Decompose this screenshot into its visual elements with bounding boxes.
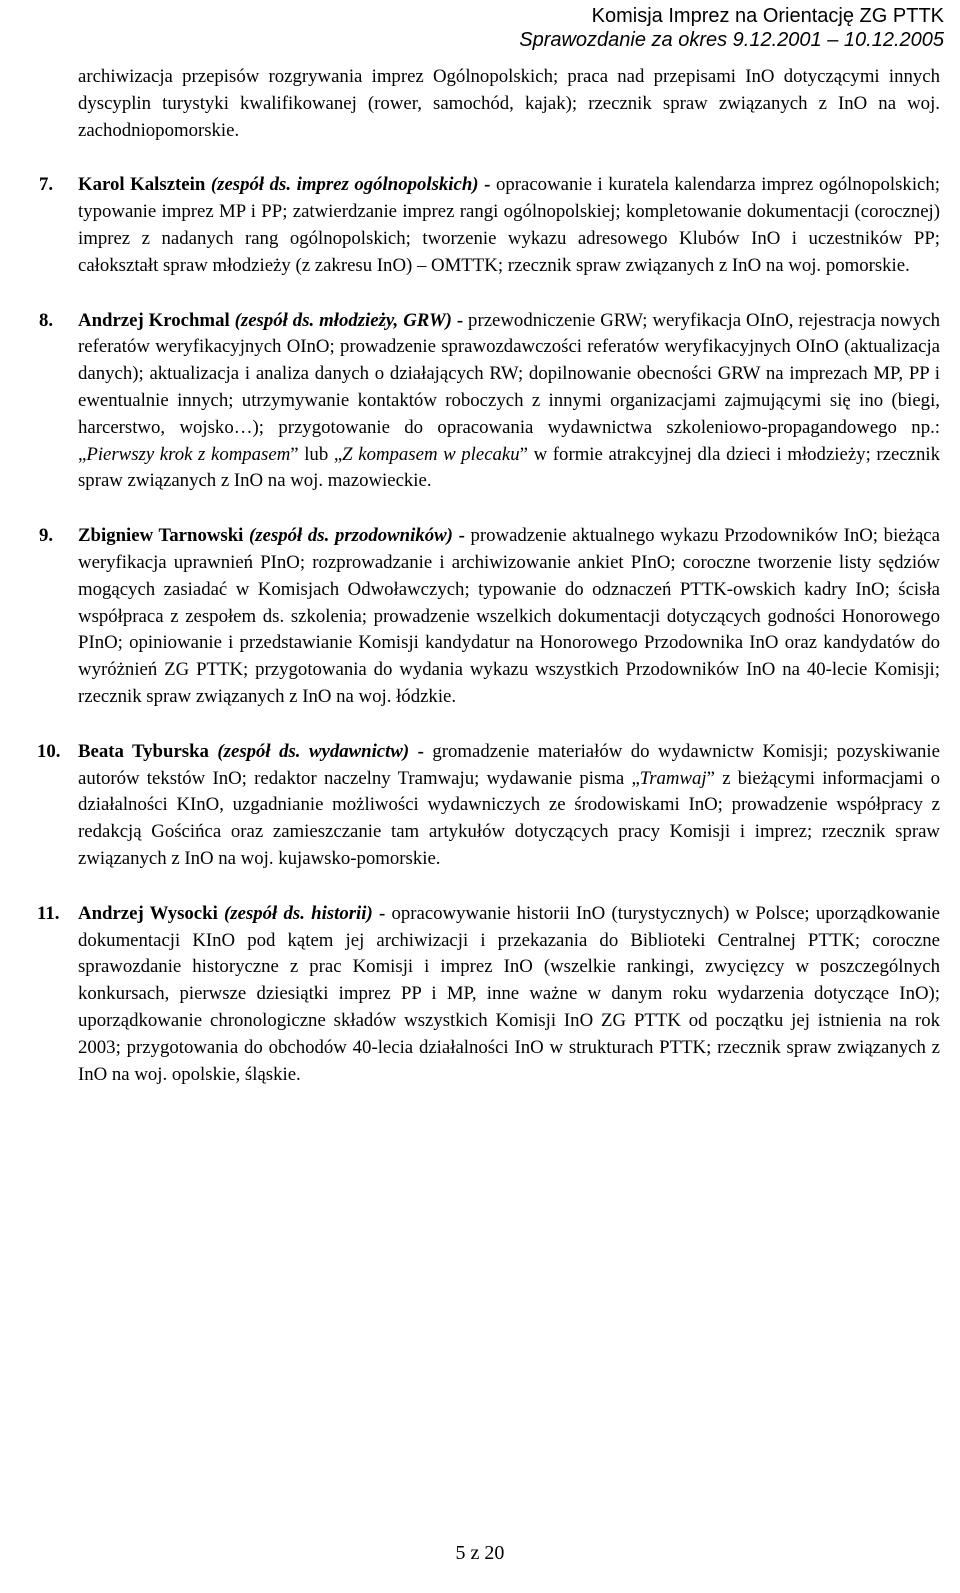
entry-person-name: Beata Tyburska	[78, 740, 209, 762]
entry-team: (zespół ds. historii)	[224, 902, 373, 924]
document-title: Komisja Imprez na Orientację ZG PTTK	[591, 5, 944, 27]
entry-body: opracowywanie historii InO (turystycznych) w Polsce; uporządkowanie dokumentacji KInO pod kątem jej archiwizacji i przekazania do Biblioteki Centralnej PTTK; coroczne sprawozdanie historyczne z prac Komisji i imprez InO (wszelkie rankingi, zwycięzcy w poszczególnych konkursach, pierwsze dziesiątki imprez PP i MP, inne ważne w danym roku wydarzenia dotyczące InO); uporządkowanie chronologiczne składów wszystkich Komisji InO ZG PTTK od początku jej istnienia na rok 2003; przygotowania do obchodów 40-lecia działalności InO w strukturach PTTK; rzecznik spraw związanych z InO na woj. opolskie, śląskie.	[78, 902, 940, 1085]
entry-dash: -	[451, 309, 469, 331]
entry-person-name: Zbigniew Tarnowski	[78, 525, 244, 547]
publication-title: Pierwszy krok z kompasem	[86, 443, 291, 465]
entry-body: ” w formie atrakcyjnej dla dzieci i młodzieży; rzecznik spraw związanych z InO na woj. mazowieckie.	[78, 443, 940, 492]
entry-dash: -	[372, 902, 392, 924]
entry-body: ” z bieżącymi informacjami o działalności KInO, uzgadnianie możliwości wydawniczych ze środowiskami InO; prowadzenie współpracy z redakcją Gościńca oraz zamieszczanie tam artykułów dotyczących pracy Komisji i imprez; rzecznik spraw związanych z InO na woj. kujawsko-pomorskie.	[78, 767, 940, 869]
entry-9	[39, 523, 940, 711]
entry-10	[37, 739, 940, 873]
document-body	[37, 64, 940, 1116]
publication-title: Tramwaj	[639, 767, 707, 789]
entry-number: 9.	[39, 525, 54, 547]
page-number: 5 z 20	[455, 1542, 505, 1564]
entry-number: 8.	[39, 309, 54, 331]
entry-team: (zespół ds. przodowników)	[249, 525, 453, 547]
document-subtitle: Sprawozdanie za okres 9.12.2001 – 10.12.2005	[519, 29, 944, 51]
entry-dash: -	[478, 174, 496, 196]
entry-body: gromadzenie materiałów do wydawnictw Komisji; pozyskiwanie autorów tekstów InO; redaktor naczelny Tramwaju; wydawanie pisma „	[78, 740, 940, 789]
entry-body: przewodniczenie GRW; weryfikacja OInO, rejestracja nowych referatów weryfikacyjnych OInO; prowadzenie sprawozdawczości referatów weryfikacyjnych OInO (aktualizacja danych); aktualizacja i analiza danych o działających RW; dopilnowanie obecności GRW na imprezach MP, PP i ewentualnie innych; utrzymywanie kontaktów roboczych z innymi organizacjami zajmującymi się ino (biegi, harcerstwo, wojsko…); przygotowanie do opracowania wydawnictwa szkoleniowo-propagandowego np.: „	[78, 309, 940, 465]
entry-dash: -	[409, 740, 433, 762]
intro-paragraph: archiwizacja przepisów rozgrywania imprez Ogólnopolskich; praca nad przepisami InO dotyczącymi innych dyscyplin turystyki kwalifikowanej (rower, samochód, kajak); rzecznik spraw związanych z InO na woj. zachodniopomorskie.	[78, 66, 940, 141]
entry-body: opracowanie i kuratela kalendarza imprez ogólnopolskich; typowanie imprez MP i PP; zatwierdzanie imprez rangi ogólnopolskiej; kompletowanie dokumentacji (corocznej) imprez z nadanych rang ogólnopolskich; tworzenie wykazu adresowego Klubów InO i uczestników PP; całokształt spraw młodzieży (z zakresu InO) – OMTTK; rzecznik spraw związanych z InO na woj. pomorskie.	[78, 174, 940, 276]
entry-team: (zespół ds. młodzieży, GRW)	[234, 309, 452, 331]
entry-person-name: Karol Kalsztein	[78, 174, 206, 196]
entry-body: prowadzenie aktualnego wykazu Przodowników InO; bieżąca weryfikacja uprawnień PInO; rozprowadzanie i archiwizowanie ankiet PInO; coroczne tworzenie listy sędziów mogących zasiadać w Komisjach Odwoławczych; typowanie do odznaczeń PTTK-owskich kadry InO; ścisła współpraca z zespołem ds. szkolenia; prowadzenie wszelkich dokumentacji dotyczących godności Honorowego PInO; opiniowanie i przedstawianie Komisji kandydatur na Honorowego Przodownika InO oraz kandydatów do wyróżnień ZG PTTK; przygotowania do wydania wykazu wszystkich Przodowników InO na 40-lecie Komisji; rzecznik spraw związanych z InO na woj. łódzkie.	[78, 525, 940, 707]
entry-body: ” lub „	[290, 443, 343, 465]
entry-number: 7.	[39, 174, 54, 196]
entry-number: 10.	[37, 740, 61, 762]
entry-number: 11.	[37, 902, 60, 924]
entry-7	[39, 172, 940, 279]
entry-11	[37, 901, 940, 1089]
entry-team: (zespół ds. wydawnictw)	[217, 740, 410, 762]
entry-team: (zespół ds. imprez ogólnopolskich)	[210, 174, 479, 196]
entry-dash: -	[452, 525, 471, 547]
page-header	[519, 4, 944, 52]
publication-title: Z kompasem w plecaku	[342, 443, 520, 465]
entry-8	[39, 308, 940, 496]
entry-person-name: Andrzej Krochmal	[78, 309, 230, 331]
entry-person-name: Andrzej Wysocki	[78, 902, 218, 924]
